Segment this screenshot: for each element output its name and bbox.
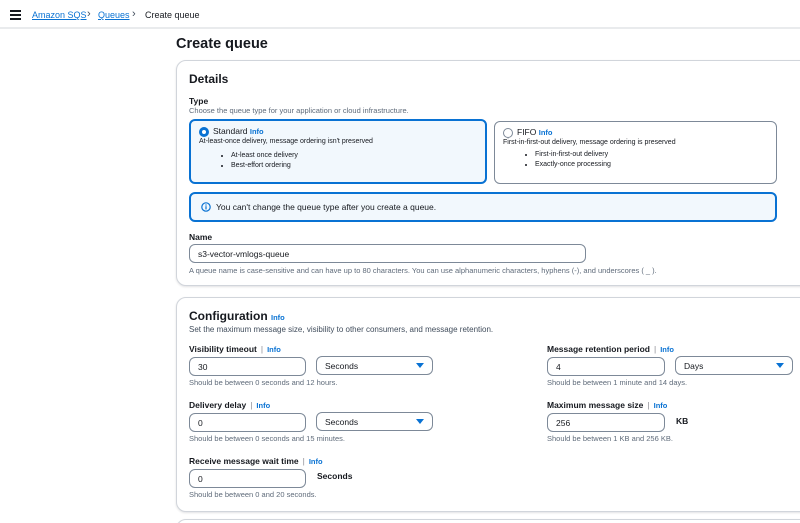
wait-time-input[interactable]: 0 bbox=[189, 469, 306, 488]
standard-description: At-least-once delivery, message ordering isn't preserved bbox=[199, 138, 373, 145]
delivery-delay-info-link[interactable]: Info bbox=[256, 401, 271, 410]
standard-title bbox=[213, 126, 264, 136]
max-message-size-label-text: Maximum message size bbox=[547, 400, 644, 410]
max-message-size-unit: KB bbox=[676, 416, 689, 426]
type-label: Type bbox=[189, 96, 209, 106]
delivery-delay-label-text: Delivery delay bbox=[189, 400, 247, 410]
max-message-size-input[interactable]: 256 bbox=[547, 413, 665, 432]
fifo-queue-option[interactable] bbox=[494, 121, 777, 184]
wait-time-info-link[interactable]: Info bbox=[308, 457, 323, 466]
max-message-size-hint: Should be between 1 KB and 256 KB. bbox=[547, 434, 673, 443]
fifo-title bbox=[517, 127, 552, 137]
visibility-timeout-label: Visibility timeout | Info bbox=[189, 344, 281, 354]
configuration-info-link[interactable]: Info bbox=[271, 313, 285, 322]
visibility-timeout-info-link[interactable]: Info bbox=[267, 345, 281, 354]
delivery-delay-unit-select[interactable] bbox=[316, 412, 433, 431]
name-label: Name bbox=[189, 232, 213, 242]
visibility-timeout-hint: Should be between 0 seconds and 12 hours. bbox=[189, 378, 338, 387]
delivery-delay-unit-value: Seconds bbox=[325, 417, 359, 427]
list-item: • Best-effort ordering bbox=[231, 161, 298, 171]
info-icon bbox=[201, 202, 211, 212]
retention-period-label: Message retention period | Info bbox=[547, 344, 674, 354]
type-description: Choose the queue type for your application or cloud infrastructure. bbox=[189, 106, 409, 115]
configuration-title-text: Configuration bbox=[189, 309, 268, 323]
fifo-bullets bbox=[535, 150, 611, 169]
name-hint: A queue name is case-sensitive and can have up to 80 characters. You can use alphanumeric characters, hyphens (-), and underscores ( _ ). bbox=[189, 266, 657, 275]
standard-queue-option[interactable] bbox=[189, 119, 487, 184]
details-panel bbox=[176, 60, 800, 286]
delivery-delay-hint: Should be between 0 seconds and 15 minutes. bbox=[189, 434, 345, 443]
configuration-panel bbox=[176, 297, 800, 512]
alert-text: You can't change the queue type after you create a queue. bbox=[216, 202, 437, 212]
retention-period-label-text: Message retention period bbox=[547, 344, 650, 354]
standard-info-link[interactable]: Info bbox=[249, 127, 264, 136]
visibility-timeout-unit-select[interactable] bbox=[316, 356, 433, 375]
delivery-delay-label: Delivery delay | Info bbox=[189, 400, 271, 410]
list-item: • Exactly-once processing bbox=[535, 160, 611, 170]
max-message-size-label: Maximum message size | Info bbox=[547, 400, 668, 410]
retention-period-unit-value: Days bbox=[684, 361, 704, 371]
details-title: Details bbox=[189, 72, 229, 86]
queue-name-input[interactable]: s3-vector-vmlogs-queue bbox=[189, 244, 586, 263]
wait-time-hint: Should be between 0 and 20 seconds. bbox=[189, 490, 317, 499]
standard-bullets bbox=[231, 151, 298, 170]
max-message-size-info-link[interactable]: Info bbox=[653, 401, 668, 410]
fifo-description: First-in-first-out delivery, message ordering is preserved bbox=[503, 139, 676, 146]
retention-period-input[interactable]: 4 bbox=[547, 357, 665, 376]
fifo-radio[interactable] bbox=[503, 128, 513, 138]
breadcrumb-current: Create queue bbox=[145, 10, 200, 20]
next-panel bbox=[176, 519, 800, 523]
retention-period-hint: Should be between 1 minute and 14 days. bbox=[547, 378, 688, 387]
top-bar bbox=[0, 0, 800, 29]
queue-type-alert bbox=[189, 192, 777, 222]
caret-down-icon bbox=[776, 363, 784, 368]
caret-down-icon bbox=[416, 363, 424, 368]
chevron-right-icon: › bbox=[132, 8, 136, 20]
visibility-timeout-unit-value: Seconds bbox=[325, 361, 359, 371]
breadcrumb-queues[interactable]: Queues bbox=[98, 10, 130, 20]
fifo-title-text: FIFO bbox=[517, 127, 537, 137]
fifo-info-link[interactable]: Info bbox=[538, 128, 553, 137]
retention-period-info-link[interactable]: Info bbox=[660, 345, 674, 354]
retention-period-unit-select[interactable] bbox=[675, 356, 793, 375]
configuration-description: Set the maximum message size, visibility to other consumers, and message retention. bbox=[189, 325, 494, 334]
chevron-right-icon: › bbox=[87, 8, 91, 20]
list-item: • First-in-first-out delivery bbox=[535, 150, 611, 160]
caret-down-icon bbox=[416, 419, 424, 424]
wait-time-label-text: Receive message wait time bbox=[189, 456, 299, 466]
visibility-timeout-input[interactable]: 30 bbox=[189, 357, 306, 376]
hamburger-menu-icon[interactable] bbox=[10, 10, 21, 19]
list-item: • At-least once delivery bbox=[231, 151, 298, 161]
visibility-timeout-label-text: Visibility timeout bbox=[189, 344, 257, 354]
wait-time-unit: Seconds bbox=[317, 471, 353, 481]
configuration-title bbox=[189, 309, 285, 323]
standard-radio[interactable] bbox=[199, 127, 209, 137]
wait-time-label: Receive message wait time | Info bbox=[189, 456, 323, 466]
breadcrumb-amazon-sqs[interactable]: Amazon SQS bbox=[32, 10, 87, 20]
delivery-delay-input[interactable]: 0 bbox=[189, 413, 306, 432]
standard-title-text: Standard bbox=[213, 126, 248, 136]
page-title: Create queue bbox=[176, 36, 268, 52]
